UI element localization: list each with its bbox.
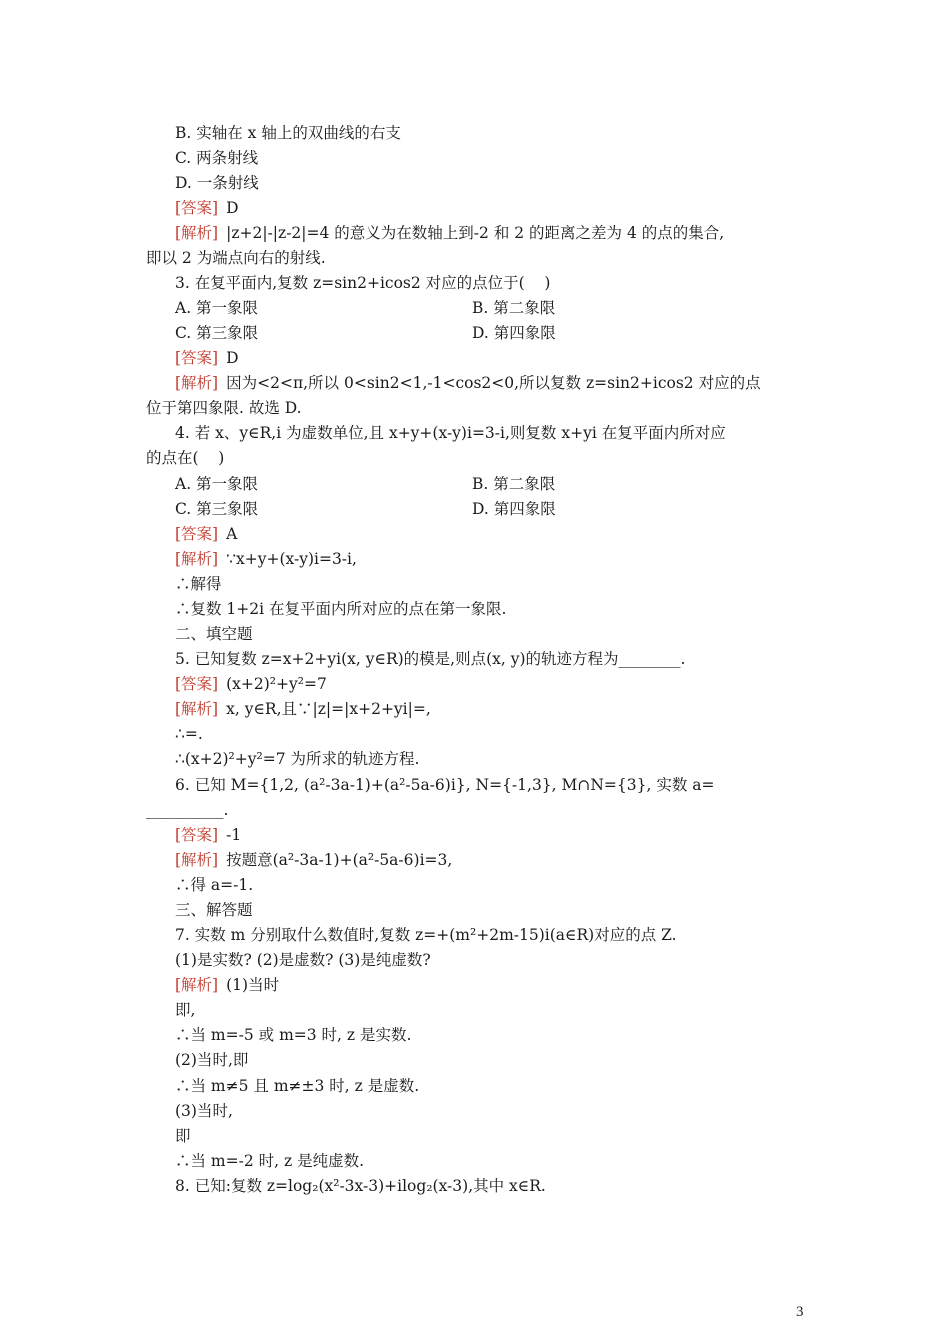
text-line [175,148,258,168]
line-text: -1 [226,826,242,844]
answer-line [175,699,431,719]
text-line [175,1126,191,1146]
tag-label: [答案] [175,675,219,693]
text-line [175,900,253,920]
tag-label: [答案] [175,349,219,367]
line-text: ∴=. [175,725,203,743]
option-col2: D. 第四象限 [472,324,556,342]
text-line [146,800,228,820]
text-line [175,875,253,895]
tag-label: [解析] [175,851,219,869]
text-line [175,1050,248,1070]
line-text: 4. 若 x、y∈R,i 为虚数单位,且 x+y+(x-y)i=3-i,则复数 x+yi 在复平面内所对应 [175,424,726,442]
text-line [175,624,253,644]
answer-line [175,549,357,569]
line-text: ∴当 m=-5 或 m=3 时, z 是实数. [175,1026,412,1044]
answer-line [175,850,452,870]
line-text: ∴得 a=-1. [175,876,254,894]
line-text: (x+2)²+y²=7 [226,675,327,693]
option-col2: B. 第二象限 [472,299,556,317]
line-text: C. 第三象限 [175,324,259,342]
line-text: C. 第三象限 [175,500,259,518]
answer-line [175,975,279,995]
text-line [175,1000,195,1020]
answer-line [175,825,241,845]
line-text: 即 [175,1127,191,1145]
line-text: 5. 已知复数 z=x+2+yi(x, y∈R)的模是,则点(x, y)的轨迹方程为________. [175,650,686,668]
text-line [175,1176,546,1196]
text-line [175,724,203,744]
tag-label: [解析] [175,976,219,994]
text-line [175,1025,411,1045]
text-line [175,123,401,143]
line-text: 三、解答题 [175,901,253,919]
text-line [175,749,419,769]
answer-line [175,674,327,694]
line-text: 6. 已知 M={1,2, (a²-3a-1)+(a²-5a-6)i}, N={-1,3}, M∩N={3}, 实数 a= [175,776,715,794]
text-line [175,1101,233,1121]
tag-label: [答案] [175,826,219,844]
line-text: ∴当 m=-2 时, z 是纯虚数. [175,1152,365,1170]
line-text: 位于第四象限. 故选 D. [146,399,302,417]
line-text: ∴(x+2)²+y²=7 为所求的轨迹方程. [175,750,420,768]
answer-line [175,348,239,368]
tag-label: [答案] [175,525,219,543]
option-col2: D. 第四象限 [472,500,556,518]
line-text: ∴复数 1+2i 在复平面内所对应的点在第一象限. [175,600,507,618]
line-text: 7. 实数 m 分别取什么数值时,复数 z=+(m²+2m-15)i(a∈R)对应的点 Z. [175,926,677,944]
line-text: 因为<2<π,所以 0<sin2<1,-1<cos2<0,所以复数 z=sin2+icos2 对应的点 [226,374,761,392]
line-text: A. 第一象限 [175,299,259,317]
text-line [175,298,556,318]
text-line [175,1151,364,1171]
text-line [175,273,550,293]
line-text: 的点在( ) [146,449,225,467]
line-text: 按题意(a²-3a-1)+(a²-5a-6)i=3, [226,851,453,869]
tag-label: [解析] [175,374,219,392]
text-line [146,248,326,268]
text-line [175,649,685,669]
line-text: 即以 2 为端点向右的射线. [146,249,326,267]
text-line [175,474,556,494]
text-line [175,599,506,619]
line-text: A [226,525,238,543]
line-text: ∴当 m≠5 且 m≠±3 时, z 是虚数. [175,1077,420,1095]
answer-line [175,373,761,393]
text-line [175,1076,419,1096]
tag-label: [答案] [175,199,219,217]
line-text: ∵x+y+(x-y)i=3-i, [226,550,357,568]
text-line [175,423,726,443]
option-col2: B. 第二象限 [472,475,556,493]
text-line [175,950,431,970]
text-line [146,398,302,418]
page-number: 3 [796,1304,804,1320]
tag-label: [解析] [175,550,219,568]
line-text: 3. 在复平面内,复数 z=sin2+icos2 对应的点位于( ) [175,274,551,292]
text-line [175,775,715,795]
line-text: A. 第一象限 [175,475,259,493]
text-line [175,323,556,343]
line-text: 8. 已知:复数 z=log₂(x²-3x-3)+ilog₂(x-3),其中 x∈R. [175,1177,546,1195]
text-line [175,499,556,519]
text-line [175,173,259,193]
line-text: D [226,199,239,217]
line-text: x, y∈R,且∵|z|=|x+2+yi|=, [226,700,431,718]
line-text: ∴解得 [175,575,222,593]
line-text: 即, [175,1001,196,1019]
line-text: |z+2|-|z-2|=4 的意义为在数轴上到-2 和 2 的距离之差为 4 的点的集合, [226,224,725,242]
line-text: B. 实轴在 x 轴上的双曲线的右支 [175,124,401,142]
text-line [175,574,222,594]
line-text: 二、填空题 [175,625,253,643]
tag-label: [解析] [175,700,219,718]
line-text: D. 一条射线 [175,174,259,192]
text-line [175,925,677,945]
answer-line [175,223,724,243]
text-line [146,448,224,468]
line-text: C. 两条射线 [175,149,259,167]
answer-line [175,198,239,218]
answer-line [175,524,237,544]
line-text: (1)当时 [226,976,280,994]
line-text: (1)是实数? (2)是虚数? (3)是纯虚数? [175,951,431,969]
tag-label: [解析] [175,224,219,242]
line-text: __________. [146,801,229,819]
line-text: (2)当时,即 [175,1051,249,1069]
line-text: D [226,349,239,367]
line-text: (3)当时, [175,1102,233,1120]
